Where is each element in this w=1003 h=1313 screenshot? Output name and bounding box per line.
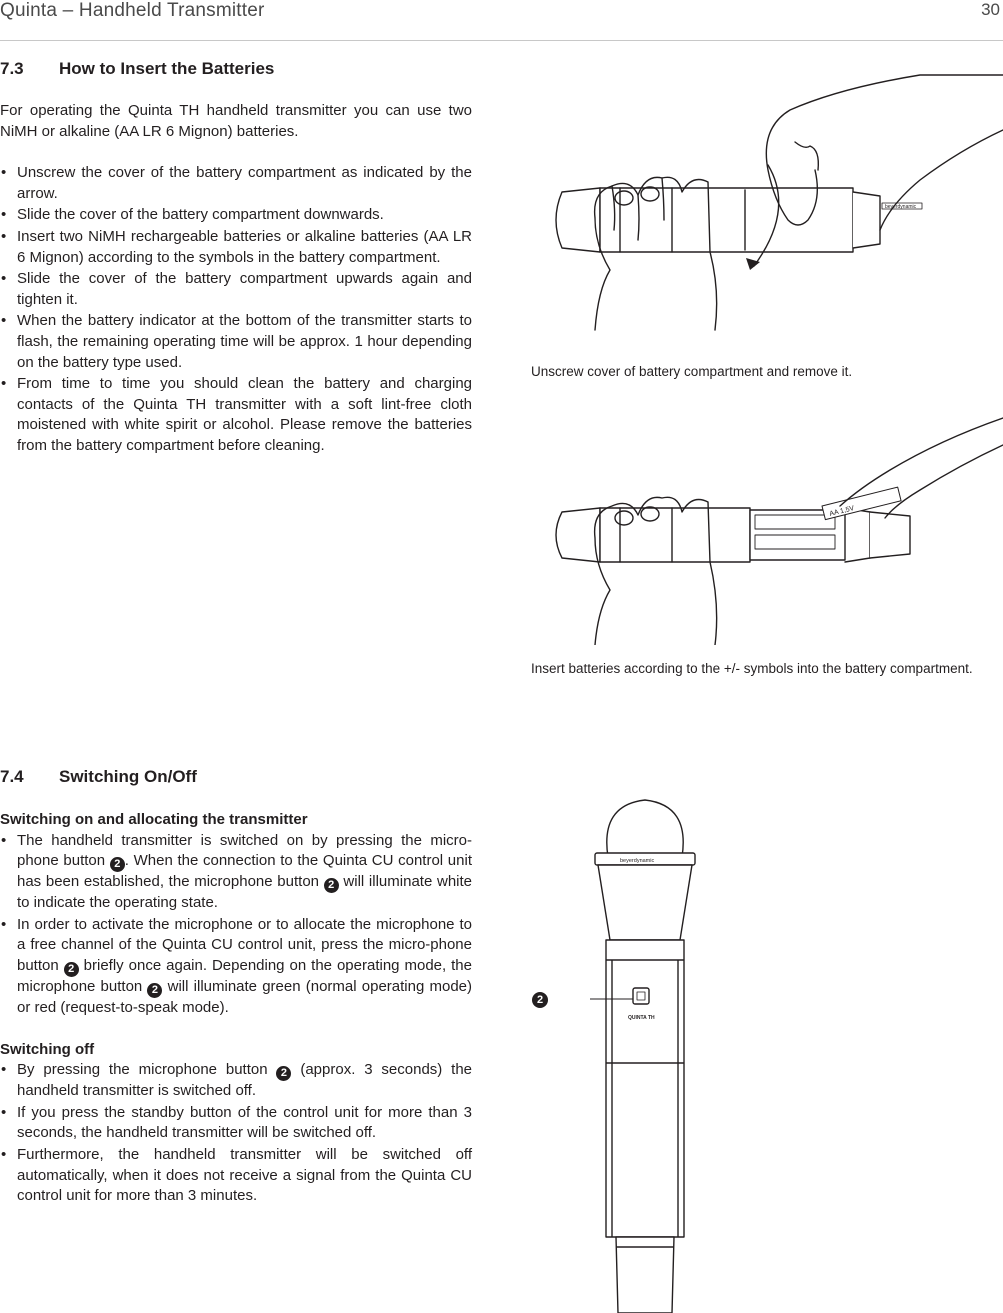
list-item: • From time to time you should clean the battery and charging contacts of the Quinta TH transmitter with a soft lint-free cloth moistened with white spirit or alcohol. Please remove the batteries from the battery compartment before cleaning. xyxy=(0,374,472,456)
list-item: • The handheld transmitter is switched on by pressing the micro-phone button 2 . When the connection to the Quinta CU control unit has been established, the microphone button 2 will illuminate white to indicate the operating state. xyxy=(0,831,472,914)
unscrew-cover-illustration xyxy=(540,70,1003,332)
brand-label: beyerdynamic xyxy=(885,204,917,210)
button-2-badge: 2 xyxy=(110,857,125,872)
intro-paragraph: For operating the Quinta TH handheld transmitter you can use two NiMH or alkaline (AA LR 6 Mignon) batteries. xyxy=(0,102,472,140)
running-header-title: Quinta – Handheld Transmitter xyxy=(0,0,265,21)
list-item: • When the battery indicator at the bottom of the transmitter starts to flash, the remaining operating time will be approx. 1 hour depending on the battery type used. xyxy=(0,311,472,373)
model-label: QUINTA TH xyxy=(628,1015,655,1021)
switch-off-list xyxy=(0,1060,472,1207)
list-item: • If you press the standby button of the control unit for more than 3 seconds, the handheld transmitter will be switched off. xyxy=(0,1103,472,1144)
battery-instructions xyxy=(0,101,472,458)
section-title: Switching On/Off xyxy=(59,767,197,786)
button-2-badge: 2 xyxy=(147,983,162,998)
list-item: • By pressing the microphone button 2 (approx. 3 seconds) the handheld transmitter is switched off. xyxy=(0,1060,472,1102)
list-item: • Slide the cover of the battery compartment upwards again and tighten it. xyxy=(0,269,472,310)
header-divider xyxy=(0,40,1003,41)
page-number: 30 xyxy=(981,0,1000,19)
subheading-switch-off: Switching off xyxy=(0,1040,95,1058)
list-item: • Unscrew the cover of the battery compartment as indicated by the arrow. xyxy=(0,163,472,204)
section-number: 7.4 xyxy=(0,767,24,786)
button-2-badge: 2 xyxy=(64,962,79,977)
section-heading-7-3 xyxy=(0,59,274,79)
battery-label: AA 1,5V xyxy=(828,505,856,518)
switch-on-list xyxy=(0,831,472,1019)
subheading-switch-on: Switching on and allocating the transmitter xyxy=(0,811,308,828)
figure-caption: Insert batteries according to the +/- symbols into the battery compartment. xyxy=(531,661,973,676)
button-2-badge: 2 xyxy=(324,878,339,893)
section-title: How to Insert the Batteries xyxy=(59,59,275,78)
callout-badge-2: 2 xyxy=(532,992,548,1008)
section-heading-7-4 xyxy=(0,767,197,787)
list-item: • In order to activate the microphone or to allocate the microphone to a free channel of the Quinta CU control unit, press the micro-phone button 2 briefly once again. Depending on the operating mode, the microphone button 2 will illuminate green (normal operating mode) or red (request-to-speak mode). xyxy=(0,915,472,1019)
list-item: • Furthermore, the handheld transmitter will be switched off automatically, when it does not receive a signal from the Quinta CU control unit for more than 3 minutes. xyxy=(0,1145,472,1207)
list-item: • Slide the cover of the battery compartment downwards. xyxy=(0,205,472,226)
list-item: • Insert two NiMH rechargeable batteries or alkaline batteries (AA LR 6 Mignon) according to the symbols in the battery compartment. xyxy=(0,227,472,268)
switching-instructions xyxy=(0,810,472,1208)
brand-label: beyerdynamic xyxy=(620,858,655,864)
button-2-badge: 2 xyxy=(276,1066,291,1081)
insert-batteries-illustration xyxy=(540,400,1003,645)
transmitter-front-illustration xyxy=(590,795,700,1313)
battery-steps-list xyxy=(0,163,472,456)
figure-caption: Unscrew cover of battery compartment and remove it. xyxy=(531,364,853,379)
section-number: 7.3 xyxy=(0,59,24,78)
